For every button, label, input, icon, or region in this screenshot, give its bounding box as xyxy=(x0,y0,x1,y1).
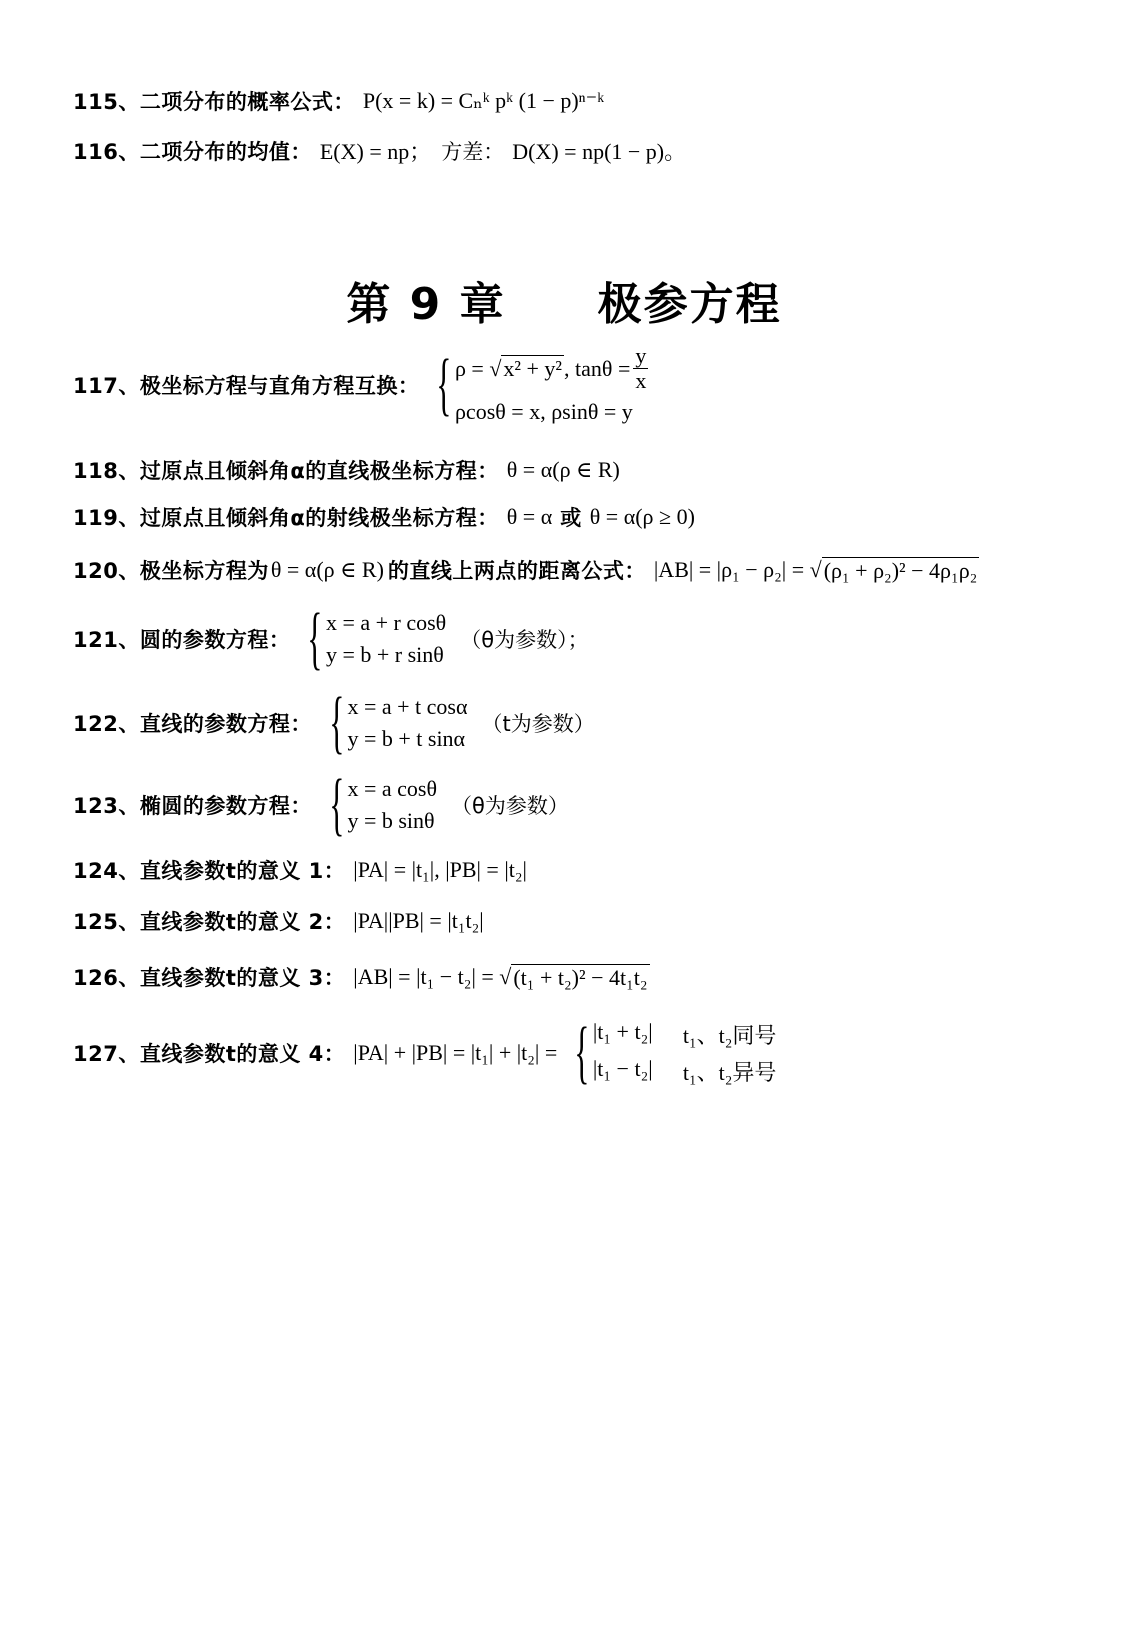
formula-math: θ = α(ρ ∈ R) xyxy=(506,457,620,482)
formula-label-b: 的直线上两点的距离公式： xyxy=(387,559,646,583)
equation-system xyxy=(320,684,468,761)
formula-math-b: |AB| = |ρ₁ − ρ₂| = √ xyxy=(653,557,822,582)
formula-label: 124、直线参数t的意义 1： xyxy=(73,859,346,883)
formula-math: P(x = k) = Cₙᵏ pᵏ (1 − p)ⁿ⁻ᵏ xyxy=(362,88,605,113)
formula-126 xyxy=(73,962,650,992)
brace-icon: { xyxy=(436,345,452,423)
formula-math-a: θ = α xyxy=(506,504,553,529)
formula-label: 126、直线参数t的意义 3： xyxy=(73,966,346,990)
or-text: 或 xyxy=(560,506,582,530)
formula-radicand: (ρ₁ + ρ₂)² − 4ρ₁ρ₂ xyxy=(823,557,978,583)
formula-121 xyxy=(73,600,589,677)
formula-label: 125、直线参数t的意义 2： xyxy=(73,910,346,934)
formula-119 xyxy=(73,502,695,532)
case-value: |t₁ + t₂| xyxy=(592,1019,653,1044)
case-condition: t₁、t₂异号 xyxy=(682,1060,777,1085)
formula-122 xyxy=(73,684,595,761)
formula-label: 116、二项分布的均值： xyxy=(73,139,312,164)
brace-icon: { xyxy=(329,766,345,843)
variance-label: 方差： xyxy=(441,139,505,164)
case-value: |t₁ − t₂| xyxy=(592,1056,653,1081)
formula-math: |PA| + |PB| = |t₁| + |t₂| = xyxy=(353,1040,558,1065)
piecewise-cases xyxy=(565,1014,777,1091)
equation-system xyxy=(298,600,447,677)
fraction: $\frac{y}{x}$ xyxy=(635,343,647,394)
formula-124 xyxy=(73,855,527,885)
formula-label: 118、过原点且倾斜角α的直线极坐标方程： xyxy=(73,459,499,483)
formula-115 xyxy=(73,86,604,116)
formula-math: |AB| = |t₁ − t₂| = √ xyxy=(353,964,512,989)
formula-label: 115、二项分布的概率公式： xyxy=(73,90,355,114)
formula-math-a: θ = α(ρ ∈ R) xyxy=(270,557,384,582)
system-line-2: y = b + t sinα xyxy=(347,726,466,751)
formula-120 xyxy=(73,555,979,585)
formula-math: |PA||PB| = |t₁t₂| xyxy=(353,908,484,933)
formula-variance: D(X) = np(1 − p)。 xyxy=(512,139,687,164)
formula-116 xyxy=(73,135,686,166)
formula-label: 127、直线参数t的意义 4： xyxy=(73,1042,346,1066)
brace-icon: { xyxy=(307,600,323,677)
parameter-note: （θ为参数）； xyxy=(460,628,589,652)
system-line-2: y = b + r sinθ xyxy=(325,642,444,667)
formula-math-b: θ = α(ρ ≥ 0) xyxy=(589,504,695,529)
equation-system xyxy=(427,344,651,425)
formula-123 xyxy=(73,766,569,843)
formula-mean: E(X) = np； xyxy=(319,139,432,164)
formula-radicand: (t₁ + t₂)² − 4t₁t₂ xyxy=(513,964,648,990)
parameter-note: （θ为参数） xyxy=(451,794,569,818)
formula-label: 123、椭圆的参数方程： xyxy=(73,794,312,818)
formula-label: 121、圆的参数方程： xyxy=(73,628,291,652)
brace-icon: { xyxy=(329,684,345,761)
formula-label-a: 120、极坐标方程为 xyxy=(73,559,269,583)
formula-118 xyxy=(73,455,620,485)
system-line-1: ρ = √ x² + y² , tanθ = $\frac{y}{x}$ xyxy=(454,343,647,394)
formula-label: 122、直线的参数方程： xyxy=(73,712,312,736)
formula-label: 119、过原点且倾斜角α的射线极坐标方程： xyxy=(73,506,499,530)
case-row-2 xyxy=(593,1056,777,1087)
system-line-1: x = a + r cosθ xyxy=(325,610,447,635)
chapter-title: 第 9 章 极参方程 xyxy=(346,279,782,330)
system-line-1: x = a cosθ xyxy=(347,776,437,801)
system-line-1: x = a + t cosα xyxy=(347,694,468,719)
case-condition: t₁、t₂同号 xyxy=(682,1023,777,1048)
parameter-note: （t为参数） xyxy=(481,712,595,736)
formula-math: |PA| = |t₁|, |PB| = |t₂| xyxy=(353,857,527,882)
formula-117 xyxy=(73,344,651,425)
system-line-2: y = b sinθ xyxy=(347,808,435,833)
formula-label: 117、极坐标方程与直角方程互换： xyxy=(73,373,420,398)
formula-125 xyxy=(73,906,484,936)
brace-icon: { xyxy=(574,1014,590,1091)
formula-127 xyxy=(73,1014,777,1091)
equation-system xyxy=(320,766,437,843)
system-line-2: ρcosθ = x, ρsinθ = y xyxy=(454,399,633,425)
case-row-1 xyxy=(593,1019,777,1050)
